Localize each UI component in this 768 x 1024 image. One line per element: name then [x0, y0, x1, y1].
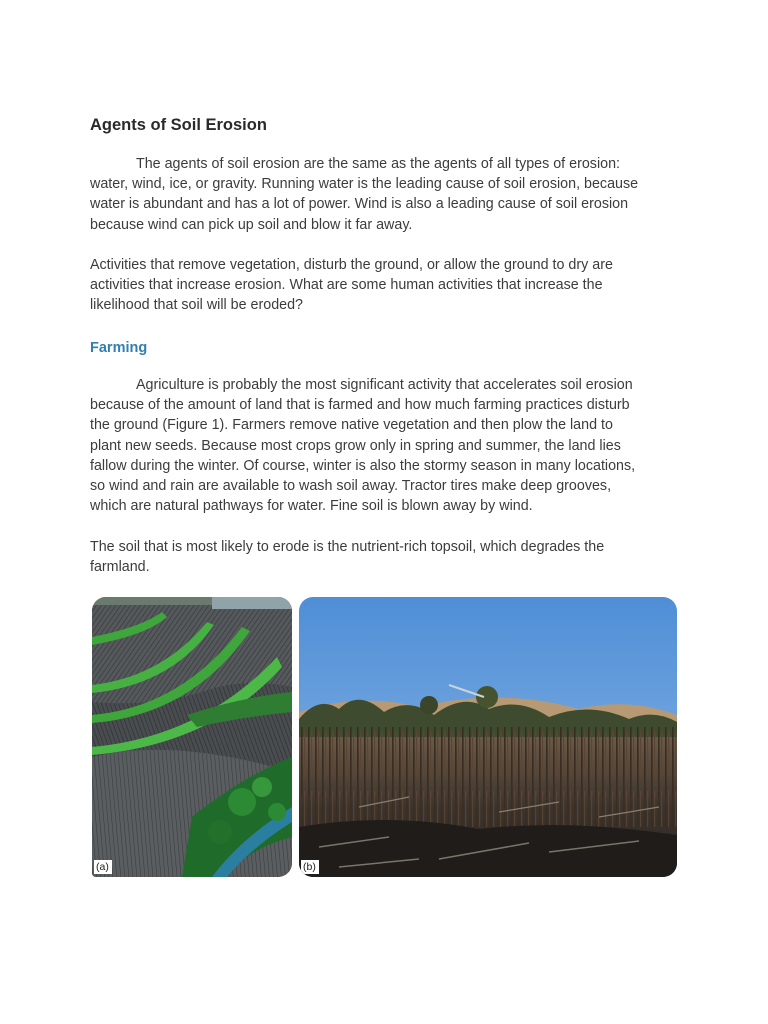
text-line: because of the amount of land that is farmed and how much farming practices disturb: [90, 397, 630, 414]
farmland-illustration: [92, 597, 292, 877]
text-line: water is abundant and has a lot of power. Wind is also a leading cause of soil erosion: [90, 196, 629, 213]
text-line: Agriculture is probably the most significant activity that accelerates soil erosion: [136, 377, 633, 393]
figure-b-burned-field-photo: [299, 597, 677, 877]
text-line: the ground (Figure 1). Farmers remove native vegetation and then plow the land to: [90, 417, 613, 434]
text-line: farmland.: [90, 559, 150, 576]
paragraph-agriculture: [90, 375, 680, 516]
text-line: plant new seeds. Because most crops grow only in spring and summer, the land lies: [90, 437, 621, 454]
page-title: Agents of Soil Erosion: [90, 116, 267, 134]
text-line: because wind can pick up soil and blow it far away.: [90, 216, 413, 233]
paragraph-topsoil: [90, 537, 680, 577]
text-line: The agents of soil erosion are the same as the agents of all types of erosion:: [136, 156, 620, 172]
section-heading-farming: Farming: [90, 340, 148, 356]
text-line: water, wind, ice, or gravity. Running water is the leading cause of soil erosion, because: [90, 176, 639, 193]
burned-field-illustration: [299, 597, 677, 877]
paragraph-human-activities: [90, 255, 680, 316]
figure-b-label: (b): [301, 860, 319, 874]
paragraph-agents-intro: [90, 154, 680, 235]
text-line: which are natural pathways for water. Fine soil is blown away by wind.: [90, 498, 533, 515]
text-line: Activities that remove vegetation, disturb the ground, or allow the ground to dry are: [90, 257, 613, 273]
text-line: The soil that is most likely to erode is the nutrient-rich topsoil, which degrades the: [90, 539, 605, 555]
text-line: fallow during the winter. Of course, winter is also the stormy season in many locations,: [90, 457, 636, 474]
text-line: activities that increase erosion. What are some human activities that increase the: [90, 277, 603, 294]
text-line: likelihood that soil will be eroded?: [90, 297, 303, 314]
figure-a-label: (a): [94, 860, 112, 874]
text-line: so wind and rain are available to wash soil away. Tractor tires make deep grooves,: [90, 478, 612, 495]
figure-a-farmland-photo: [92, 597, 292, 877]
